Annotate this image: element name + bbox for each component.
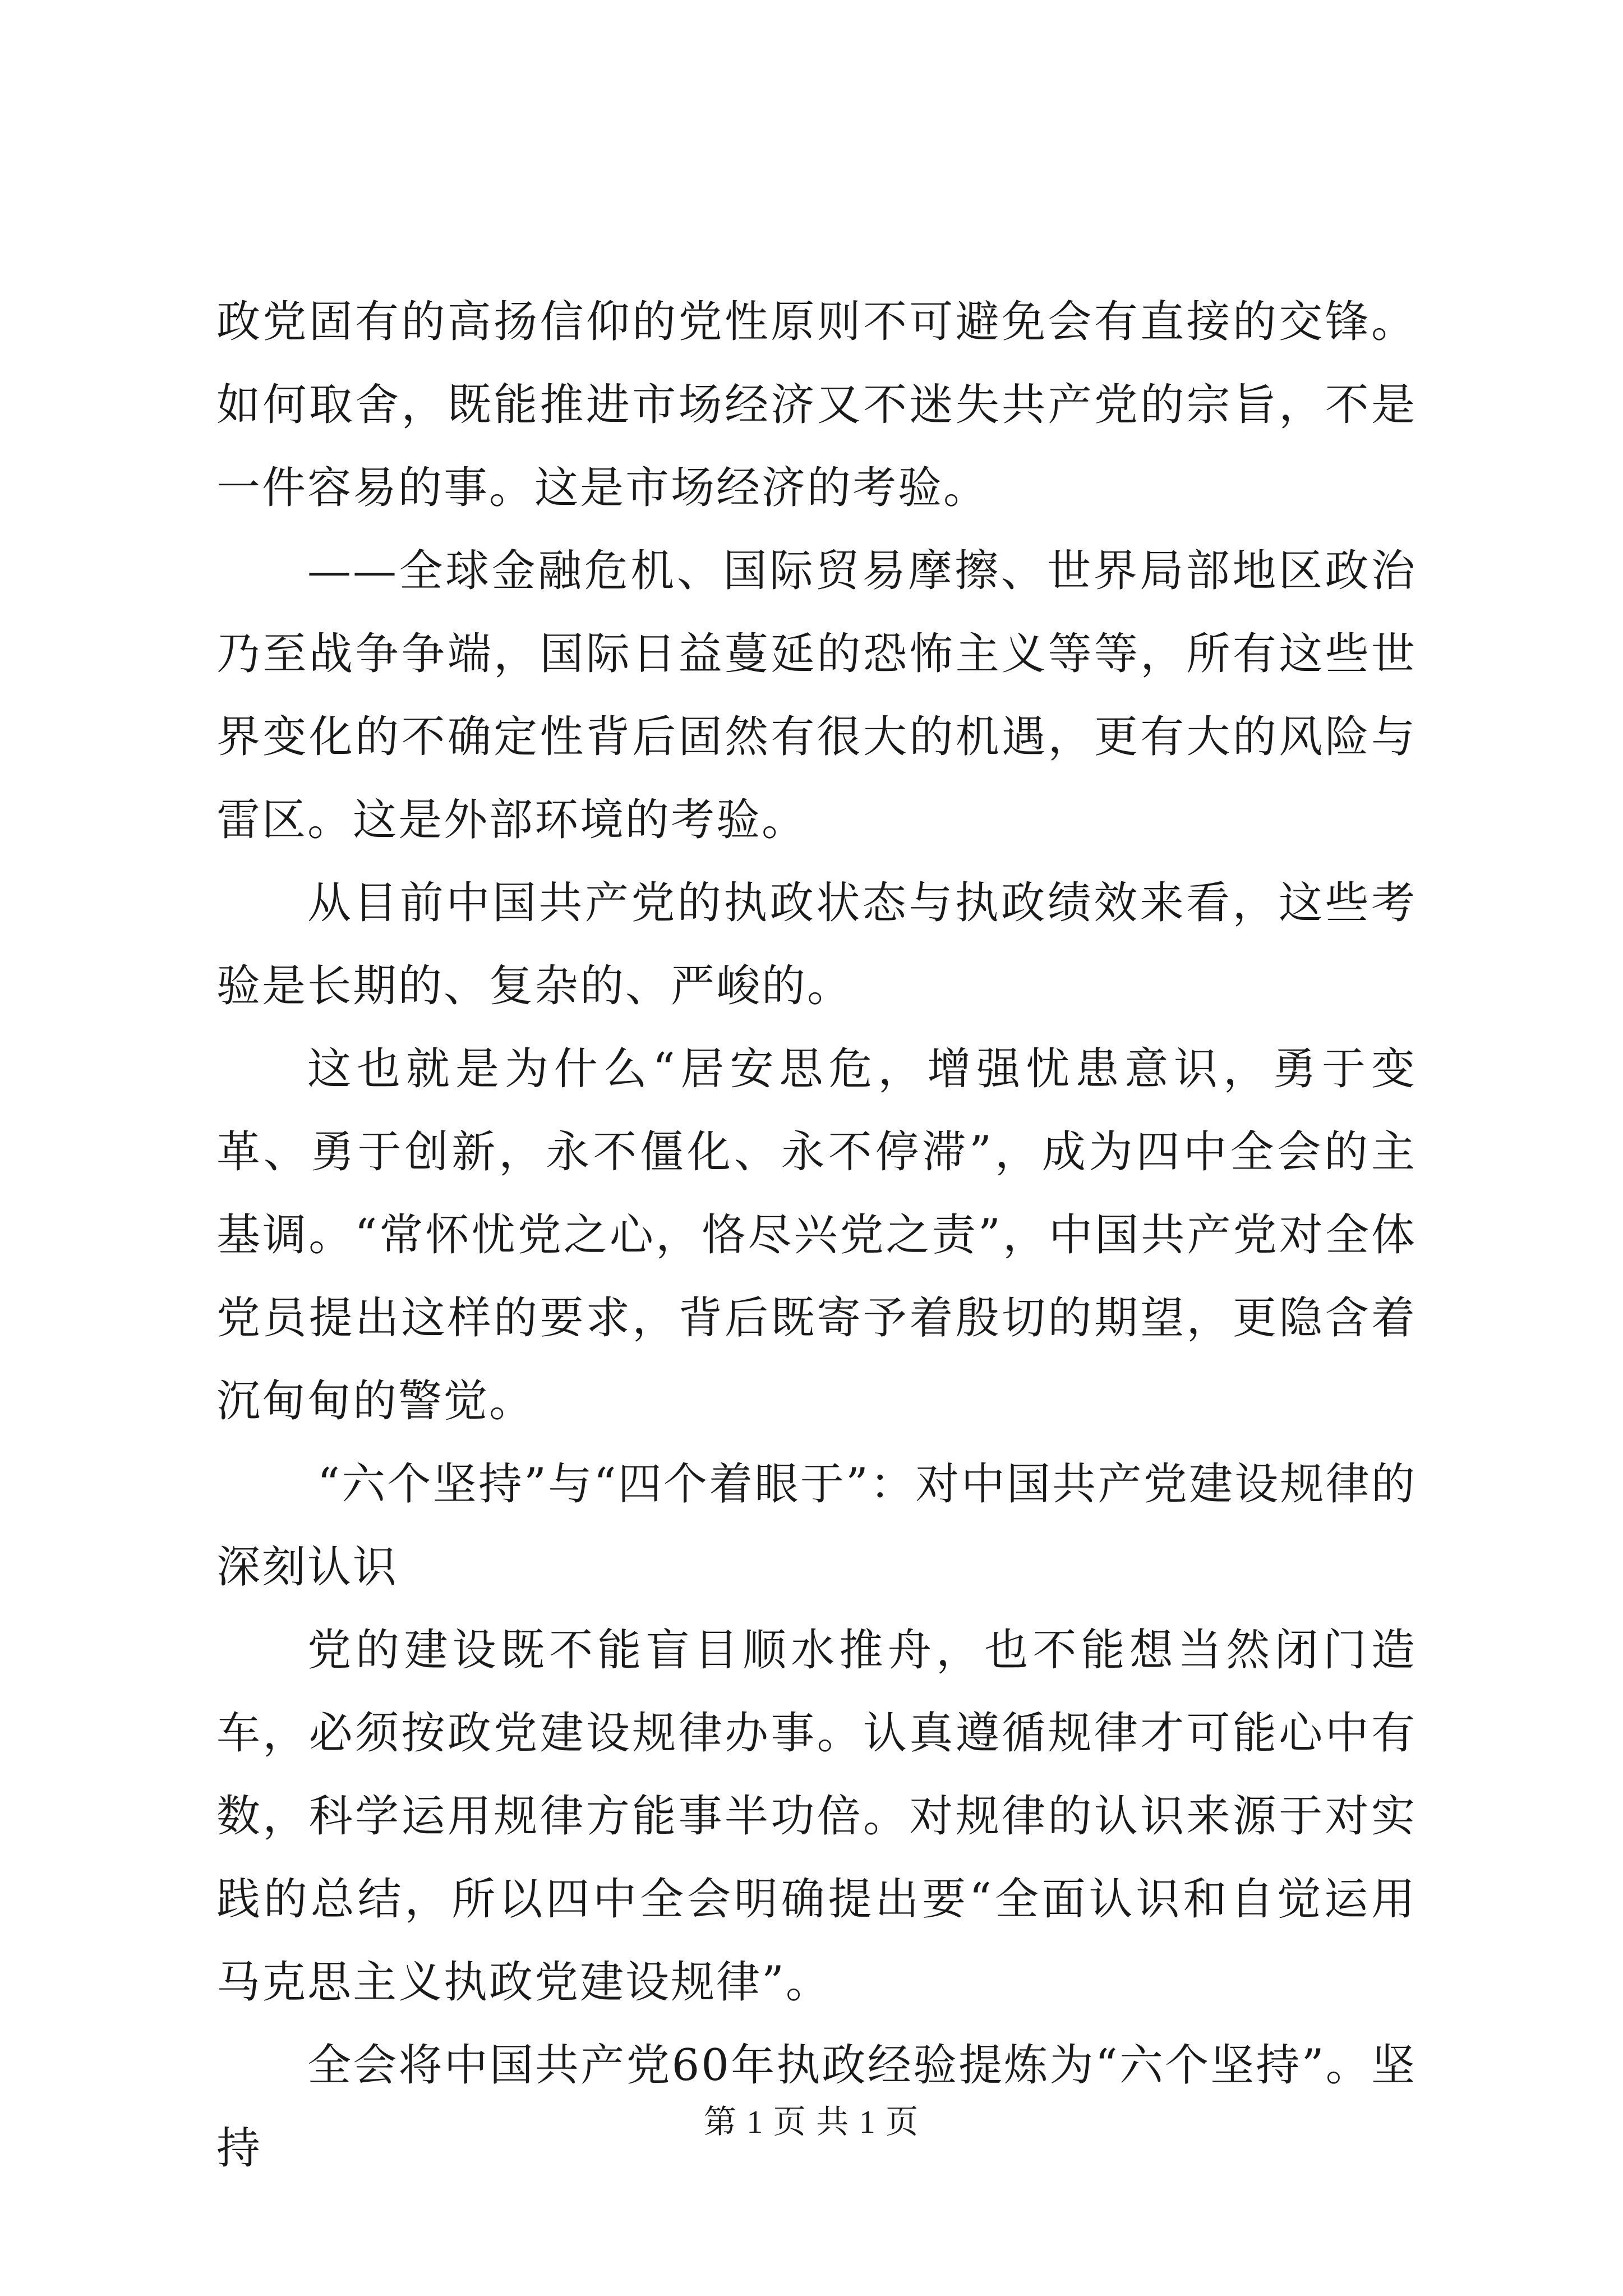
paragraph-main-tone: 这也就是为什么“居安思危，增强忧患意识，勇于变革、勇于创新，永不僵化、永不停滞”，成为四中全会的主基调。“常怀忧党之心，恪尽兴党之责”，中国共产党对全体党员提出这样的要求，背后既寄予着殷切的期望，更隐含着沉甸甸的警觉。 xyxy=(216,1044,1417,1427)
page-number-footer: 第 1 页 共 1 页 xyxy=(703,2104,920,2140)
paragraph-external-environment: ——全球金融危机、国际贸易摩擦、世界局部地区政治乃至战争争端，国际日益蔓延的恐怖主义等等，所有这些世界变化的不确定性背后固然有很大的机遇，更有大的风险与雷区。这是外部环境的考验。 xyxy=(216,546,1417,845)
paragraph-market-economy: 政党固有的高扬信仰的党性原则不可避免会有直接的交锋。如何取舍，既能推进市场经济又不迷失共产党的宗旨，不是一件容易的事。这是市场经济的考验。 xyxy=(216,297,1417,513)
paragraph-party-building-rules: 党的建设既不能盲目顺水推舟，也不能想当然闭门造车，必须按政党建设规律办事。认真遵循规律才可能心中有数，科学运用规律方能事半功倍。对规律的认识来源于对实践的总结，所以四中全会明确提出要“全面认识和自觉运用马克思主义执政党建设规律”。 xyxy=(216,1625,1417,2008)
section-heading: “六个坚持”与“四个着眼于”：对中国共产党建设规律的深刻认识 xyxy=(216,1459,1417,1593)
paragraph-long-term-tests: 从目前中国共产党的执政状态与执政绩效来看，这些考验是长期的、复杂的、严峻的。 xyxy=(216,878,1417,1011)
paragraph-six-persistences: 全会将中国共产党60年执政经验提炼为“六个坚持”。坚持 xyxy=(216,2040,1417,2174)
document-body xyxy=(216,280,1417,2190)
